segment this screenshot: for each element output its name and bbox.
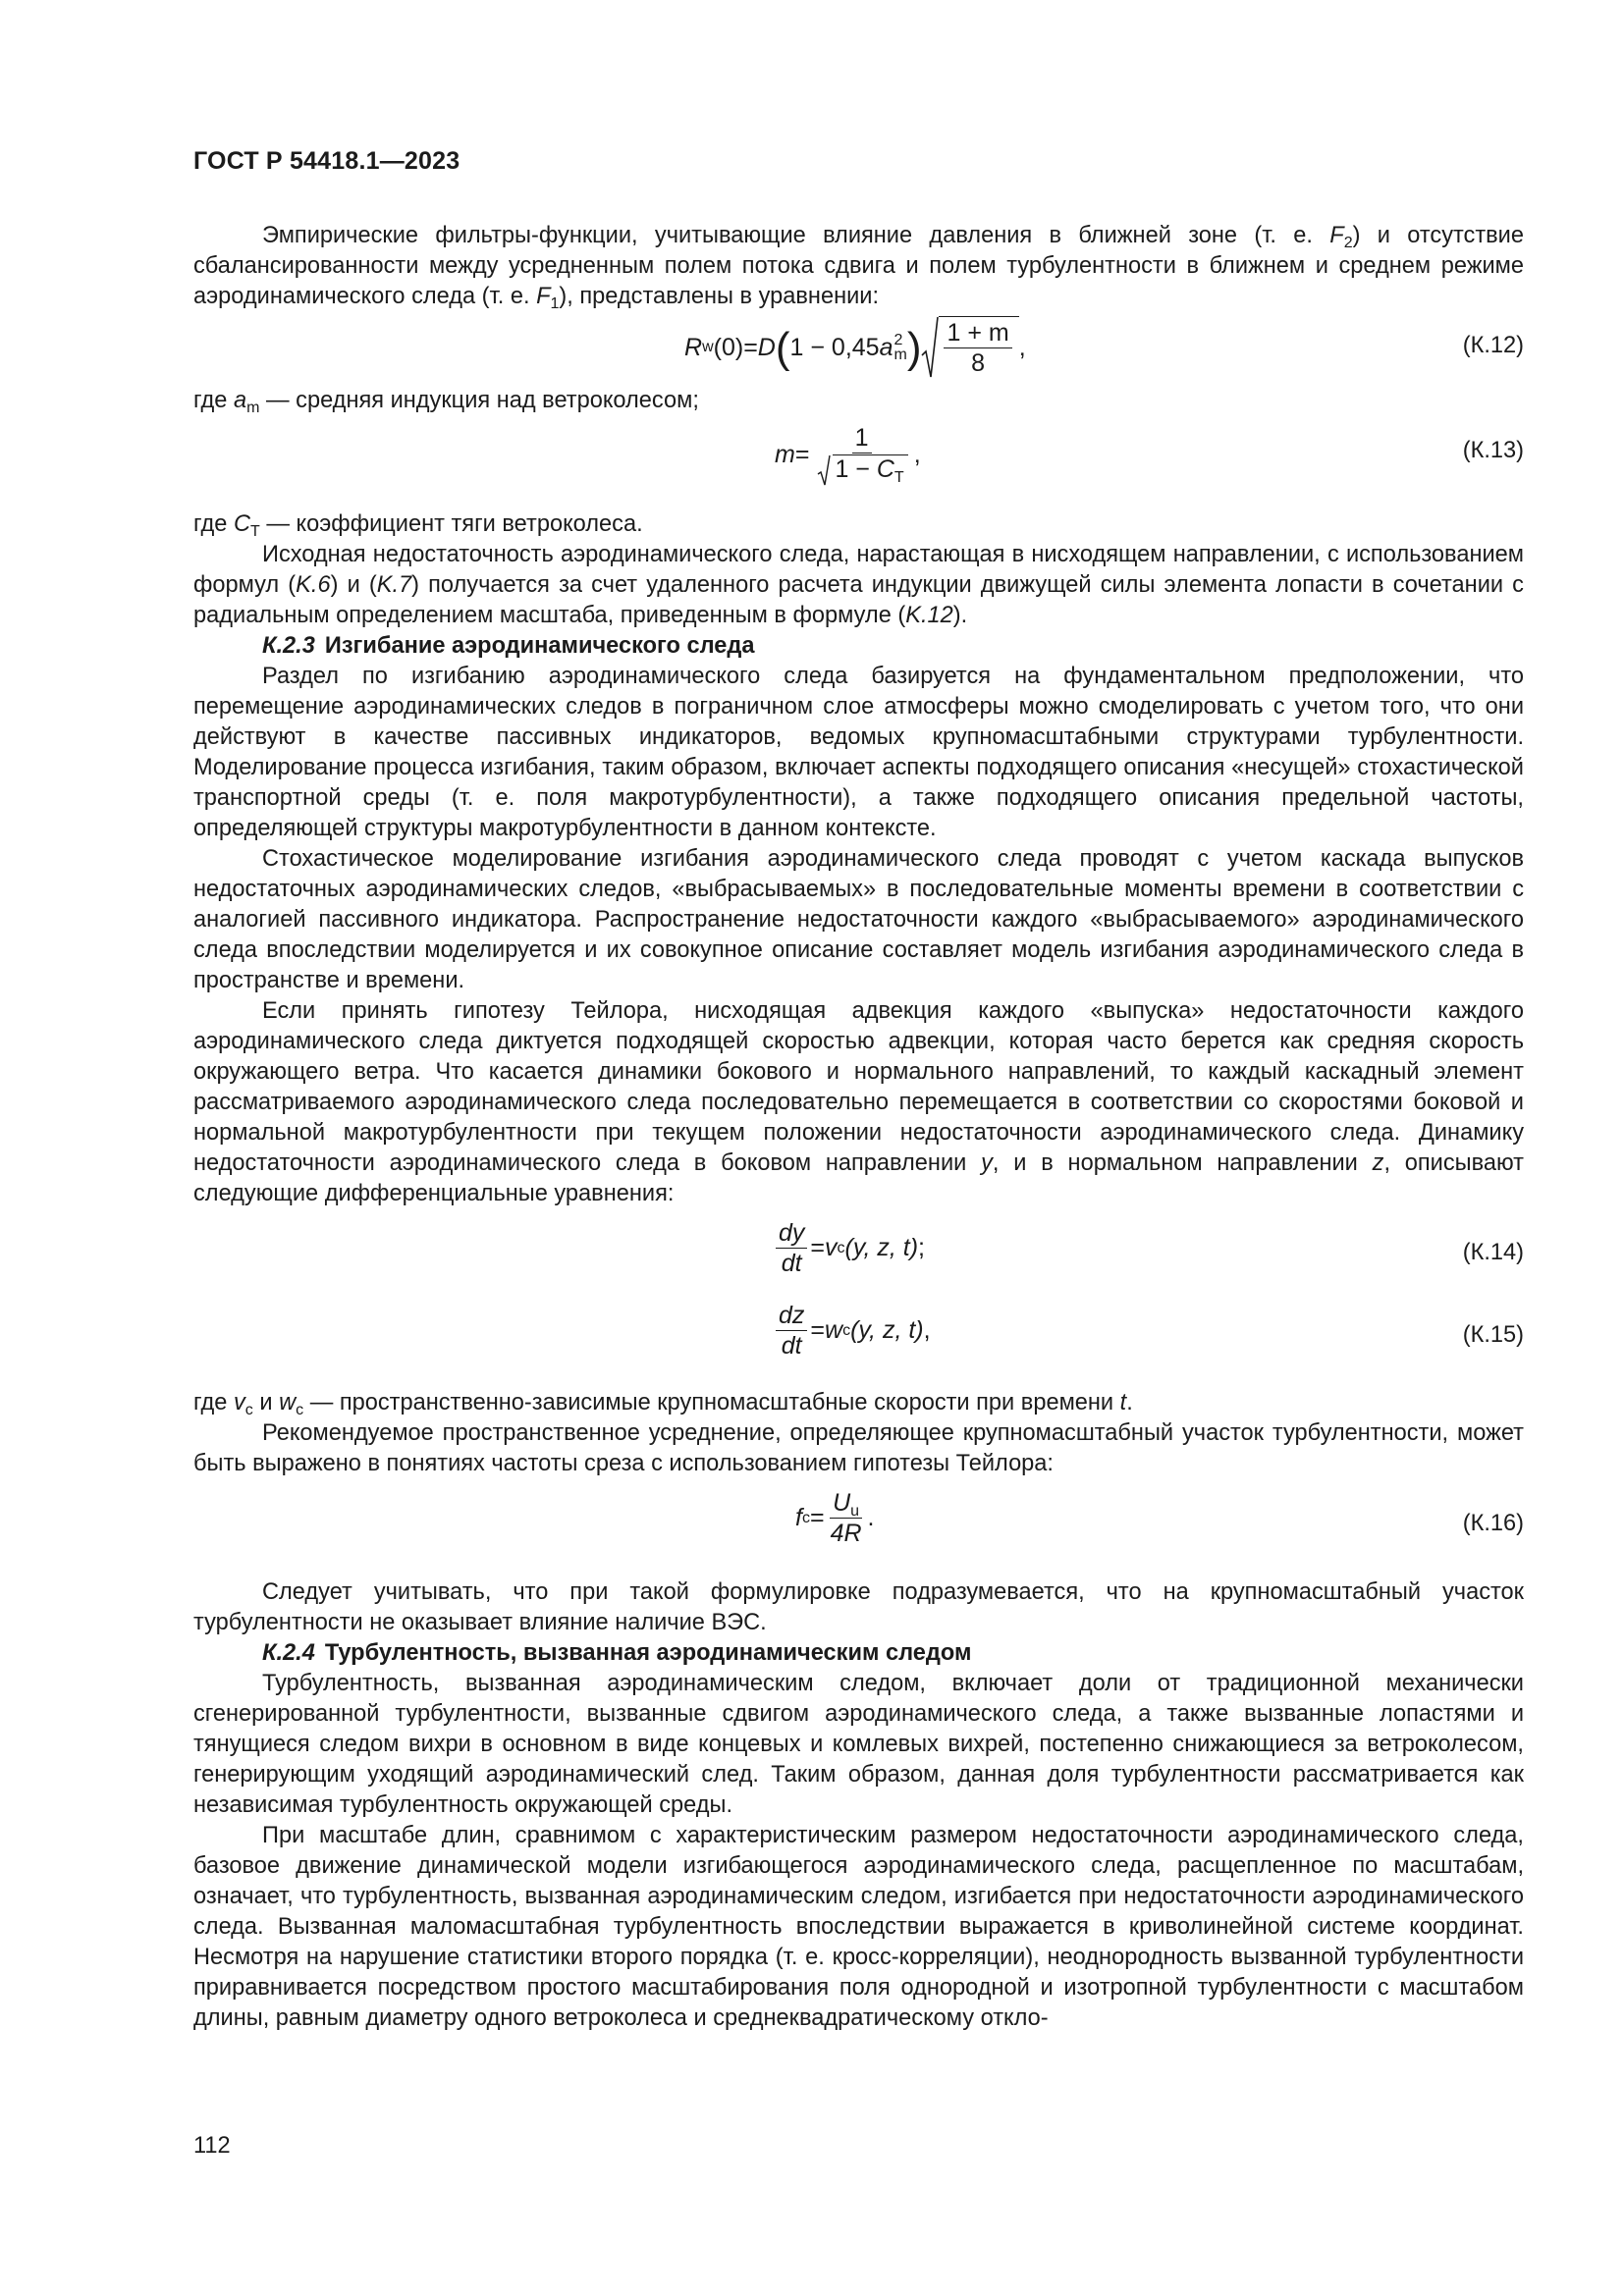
paragraph-stochastic-modeling: Стохастическое моделирование изгибания аэродинамического следа проводят с учетом каскада выпусков недостаточных аэродинамических следов, «выбрасываемых» в последовательные моменты времени в соответствии с аналогией пассивного индикатора. Распространение недостаточности каждого «выбрасываемого» аэродинамического следа впоследствии моделируется и их совокупное описание составляет модель изгибания аэродинамического следа в пространстве и времени.: [193, 846, 1524, 993]
equation-k14: $\frac{dy}{dt}$ = v c (y, z, t) ; (К.14): [193, 1209, 1524, 1298]
heading-k-2-4: К.2.4 Турбулентность, вызванная аэродинамическим следом: [262, 1640, 972, 1666]
paragraph-taylor-hypothesis: Если принять гипотезу Тейлора, нисходящая адвекция каждого «выпуска» недостаточности каждого аэродинамического следа диктуется подходящей скоростью адвекции, которая часто берется как средняя скорость окружающего ветра. Что касается динамики бокового и нормального направлений, то каждый каскадный элемент рассматриваемого аэродинамического следа последовательно перемещается в соответствии со скоростями боковой и нормальной макротурбулентности при текущем положении недостаточности аэродинамического следа. Динамику недостаточности аэродинамического следа в боковом направлении y, и в нормальном направлении z, описывают следующие дифференциальные уравнения:: [193, 998, 1524, 1206]
equation-k15: $\frac{dz}{dt}$ = w c (y, z, t) , (К.15): [193, 1298, 1524, 1388]
equation-k16: f c = $\frac{U_u}{4R}$ . (К.16): [795, 1489, 1524, 1547]
sqrt-k12: $\frac{1 + m}{8}$: [921, 316, 1018, 379]
paragraph-initial-deficit: Исходная недостаточность аэродинамического следа, нарастающая в нисходящем направлении, с использованием формул (K.6) и (K.7) получается за счет удаленного расчета индукции движущей силы элемента лопасти в сочетании с радиальным определением масштаба, приведенным в формуле (K.12).: [193, 542, 1524, 628]
paragraph-wake-turbulence: Турбулентность, вызванная аэродинамическим следом, включает доли от традиционной механически сгенерированной турбулентности, вызванные сдвигом аэродинамического следа, а также вызванные лопастями и тянущиеся следом вихри в основном в виде концевых и комлевых вихрей, постепенно снижающиеся за ветроколесом, генерирующим уходящий аэродинамический след. Таким образом, данная доля турбулентности рассматривается как независимая турбулентность окружающей среды.: [193, 1671, 1524, 1818]
paragraph-where-ct: где $C_T$ — коэффициент тяги ветроколеса.: [193, 511, 643, 540]
paragraph-where-vw: где $v_c$ и $w_c$ — пространственно-зависимые крупномасштабные скорости при времени t.: [193, 1390, 1133, 1418]
page-number: 112: [193, 2133, 231, 2159]
paragraph-where-am: где $a_m$ — средняя индукция над ветроколесом;: [193, 388, 699, 416]
heading-k-2-3: К.2.3 Изгибание аэродинамического следа: [262, 633, 755, 659]
equation-k13: m = $\frac{1}{1 - C_T}$ , (К.13): [775, 424, 1524, 486]
equation-k12: R w (0) = D ( 1 − 0,45 a 2 m ) $\frac{1 + m}{8}$ , (К.12): [193, 312, 1524, 386]
document-header: ГОСТ Р 54418.1—2023: [193, 147, 460, 175]
paragraph-length-scale: При масштабе длин, сравнимом с характеристическим размером недостаточности аэродинамического следа, базовое движение динамической модели изгибающегося аэродинамического следа, расщепленное по масштабам, означает, что турбулентность, вызванная аэродинамическим следом, изгибается при недостаточности аэродинамического следа. Вызванная маломасштабная турбулентность впоследствии выражается в криволинейной системе координат. Несмотря на нарушение статистики второго порядка (т. е. кросс-корреляции), неоднородность вызванной турбулентности приравнивается посредством простого масштабирования поля однородной и изотропной турбулентности с масштабом длины, равным диаметру одного ветроколеса и среднеквадратическому откло-: [193, 1823, 1524, 2031]
paragraph-empirical-filters: Эмпирические фильтры-функции, учитывающие влияние давления в ближней зоне (т. е. $F_2$) и отсутствие сбалансированности между усредненным полем потока сдвига и полем турбулентности в ближнем и среднем режиме аэродинамического следа (т. е. $F_1$), представлены в уравнении:: [193, 223, 1524, 312]
paragraph-note-wind-farm: Следует учитывать, что при такой формулировке подразумевается, что на крупномасштабный участок турбулентности не оказывает влияние наличие ВЭС.: [193, 1579, 1524, 1635]
paragraph-bending-section: Раздел по изгибанию аэродинамического следа базируется на фундаментальном предположении, что перемещение аэродинамических следов в пограничном слое атмосферы можно смоделировать с учетом того, что они действуют в качестве пассивных индикаторов, ведомых крупномасштабными структурами турбулентности. Моделирование процесса изгибания, таким образом, включает аспекты подходящего описания «несущей» стохастической транспортной среды (т. е. поля макротурбулентности), а также подходящего описания предельной частоты, определяющей структуры макротурбулентности в данном контексте.: [193, 664, 1524, 841]
document-body: [193, 221, 1524, 2034]
paragraph-spatial-averaging: Рекомендуемое пространственное усреднение, определяющее крупномасштабный участок турбулентности, может быть выражено в понятиях частоты среза с использованием гипотезы Тейлора:: [193, 1420, 1524, 1476]
